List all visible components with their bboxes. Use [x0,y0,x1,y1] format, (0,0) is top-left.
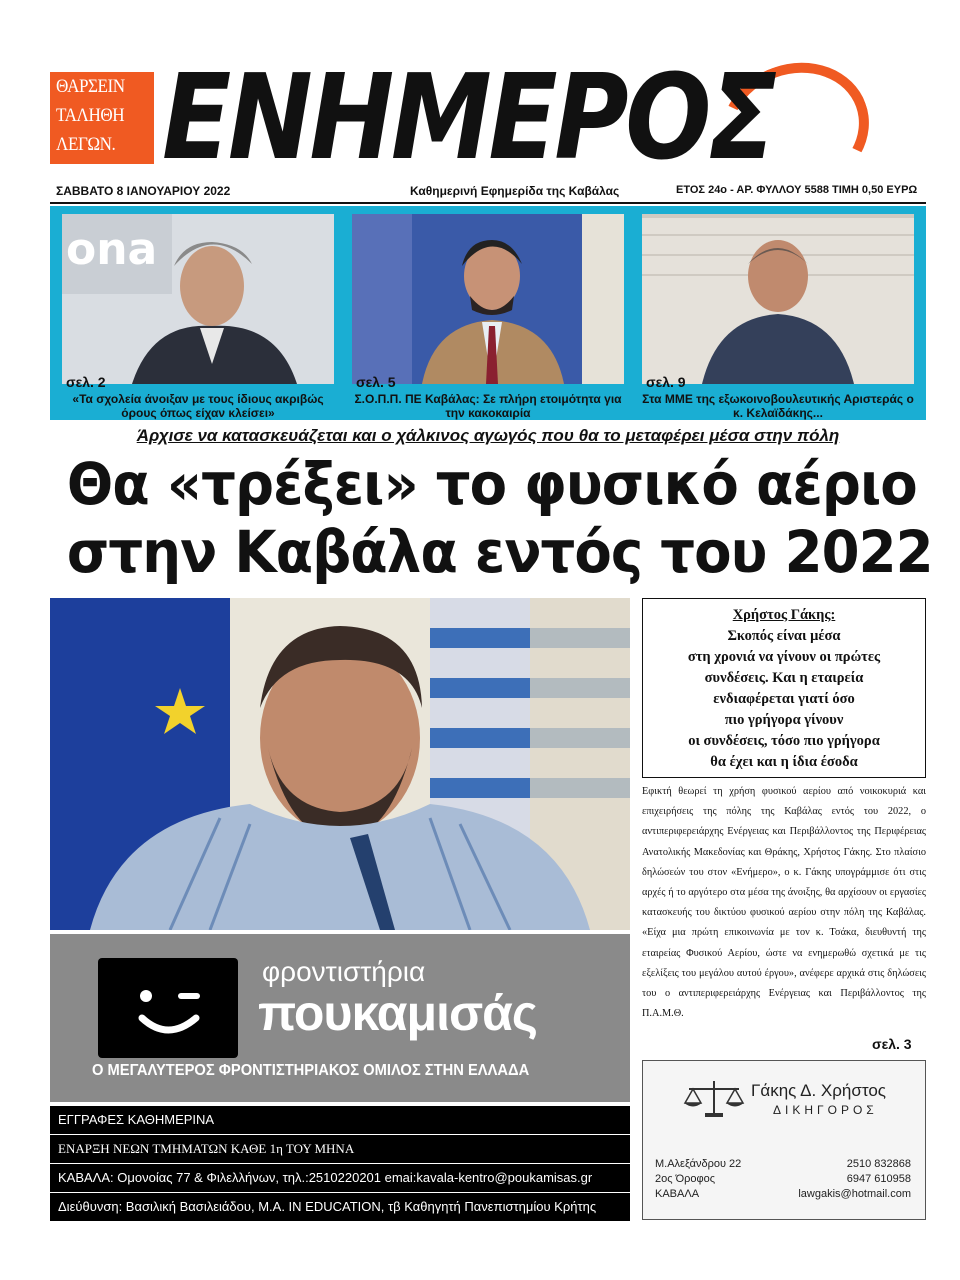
email-address: lawgakis@hotmail.com [798,1188,911,1200]
card-name: Γάκης Δ. Χρήστος [751,1081,887,1100]
lead-photo [50,598,630,930]
quote-line: θα έχει και η ίδια έσοδα [710,754,858,770]
ad-slogan: Ο ΜΕΓΑΛΥΤΕΡΟΣ ΦΡΟΝΤΙΣΤΗΡΙΑΚΟΣ ΟΜΙΛΟΣ ΣΤΗΝ ΕΛΛΑΔΑ [92,1062,530,1079]
top-stories [50,206,926,420]
quote-author: Χρήστος Γάκης: [732,607,836,623]
wink-logo [98,958,238,1058]
ad-bar: ΕΝΑΡΞΗ ΝΕΩΝ ΤΜΗΜΑΤΩΝ ΚΑΘΕ 1η ΤΟΥ ΜΗΝΑ [50,1135,630,1163]
phone-number: 6947 610958 [846,1173,911,1185]
ad-banner[interactable] [50,934,630,1102]
card-address [655,1157,741,1202]
tagline: Καθημερινή Εφημερίδα της Καβάλας [410,184,620,198]
ad-bar: ΚΑΒΑΛΑ: Ομονοίας 77 & Φιλελλήνων, τηλ.:2510220201 emai:kavala-kentro@poukamisas.gr [50,1164,630,1192]
address-line: Μ.Αλεξάνδρου 22 [655,1158,742,1170]
story-card[interactable] [642,214,914,420]
newspaper-logo: ΕΝΗΜΕΡΟΣ [162,48,774,186]
quote-line: οι συνδέσεις, τόσο πιο γρήγορα [688,733,880,749]
headline-line: στην Καβάλα εντός του 2022 [66,518,933,586]
divider [50,202,926,204]
phone-number: 2510 832868 [846,1158,911,1170]
story-card[interactable] [62,214,334,420]
lead-kicker: Άρχισε να κατασκευάζεται και ο χάλκινος αγωγός που θα το μεταφέρει μέσα στην πόλη [136,426,840,445]
ad-brand: πουκαμισάς [258,985,537,1041]
story-photo [352,214,624,384]
ad-bar: Διεύθυνση: Βασιλική Βασιλειάδου, Μ.Α. IN EDUCATION, τβ Καθηγητή Πανεπιστημίου Κρήτης [50,1193,630,1221]
lead-headline[interactable] [40,450,936,586]
page-ref: σελ. 9 [646,374,686,390]
page-ref: σελ. 2 [66,374,106,390]
issue-date: ΣΑΒΒΑΤΟ 8 ΙΑΝΟΥΑΡΙΟΥ 2022 [56,184,231,198]
lawyer-card-ad[interactable] [642,1060,926,1220]
story-card[interactable] [352,214,624,420]
story-caption: Σ.Ο.Π.Π. ΠΕ Καβάλας: Σε πλήρη ετοιμότητα για την κακοκαιρία [354,392,622,420]
scales-icon [683,1079,745,1119]
quote-line: συνδέσεις. Και η εταιρεία [704,670,864,686]
story-photo [62,214,334,384]
quote-line: πιο γρήγορα γίνουν [724,712,844,728]
pull-quote [642,598,926,778]
story-caption: «Τα σχολεία άνοιξαν με τους ίδιους ακριβώς όρους όπως είχαν κλείσει» [72,392,324,420]
ad-bar: ΕΓΓΡΑΦΕΣ ΚΑΘΗΜΕΡΙΝΑ [50,1106,630,1134]
story-photo [642,214,914,384]
motto-line: ΤΑΛΗΘΗ [56,105,125,126]
ad-subtitle: φροντιστήρια [262,956,426,987]
quote-line: ενδιαφέρεται γιατί όσο [713,691,855,707]
motto-line: ΛΕΓΩΝ. [56,134,116,155]
svg-text:ona: ona [66,224,158,275]
card-contacts [798,1157,911,1202]
motto-box [50,72,154,164]
story-caption: Στα ΜΜΕ της εξωκοινοβουλευτικής Αριστεράς ο κ. Κελαϊδάκης... [642,392,914,420]
headline-line: Θα «τρέξει» το φυσικό αέριο [66,450,917,518]
motto-line: ΘΑΡΣΕΙΝ [56,76,125,97]
page-ref[interactable]: σελ. 3 [872,1036,912,1052]
page-ref: σελ. 5 [356,374,396,390]
address-line: ΚΑΒΑΛΑ [655,1188,700,1200]
address-line: 2ος Όροφος [655,1173,716,1185]
article-body: Εφικτή θεωρεί τη χρήση φυσικού αερίου από νοικοκυριά και επιχειρήσεις της πόλης της Καβάλας εντός του 2022, ο αντιπεριφερειάρχης Ενέργειας και Περιβάλλοντος της Περιφέρειας Ανατολικής Μακεδονίας και Θράκης, Χρήστος Γάκης. Στο πλαίσιο δηλώσεών του στον «Ενήμερο», ο κ. Γάκης υπογράμμισε ότι στις αρχές ή το αργότερο στα μέσα της άνοιξης, θα αρχίσουν οι εργασίες κατασκευής του δικτύου φυσικού αερίου στην πόλη της Καβάλας. «Είχα μια πρώτη επικοινωνία με τον κ. Τσάκα, διευθυντή της εταιρείας Φυσικού Αερίου, ώστε να ενημερωθώ σχετικά με τις εξελίξεις του μεγάλου αυτού έργου», ανέφερε αρχικά στις δηλώσεις του ο αντιπεριφερειάρχης Ενέργειας και Περιβάλλοντος της Π.Α.Μ.Θ. [642,786,926,1020]
quote-line: στη χρονιά να γίνουν οι πρώτες [687,649,881,665]
issue-info: ΕΤΟΣ 24ο - ΑΡ. ΦΥΛΛΟΥ 5588 ΤΙΜΗ 0,50 ΕΥΡΩ [676,184,918,196]
card-title: ΔΙΚΗΓΟΡΟΣ [773,1103,878,1117]
quote-line: Σκοπός είναι μέσα [727,628,841,644]
